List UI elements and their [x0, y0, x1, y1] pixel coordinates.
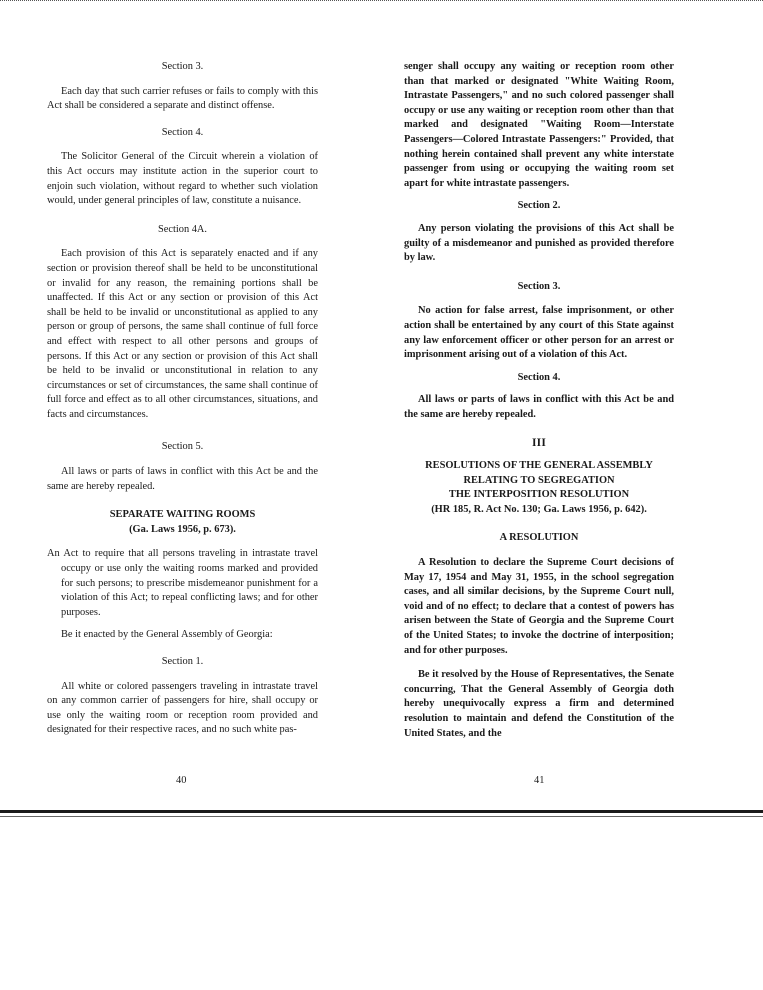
resolved-clause: Be it resolved by the House of Representatives, the Senate concurring, That the General Assembly of Georgia doth hereby unequivocally express a firm and determined resolution to maintain and defend the Constitution of the United States, and the: [404, 669, 674, 739]
section-4a-heading: Section 4A.: [157, 223, 208, 235]
section-3-text: Each day that such carrier refuses or fails to comply with this Act shall be considered a separate and distinct offense.: [47, 85, 318, 112]
left-column: [47, 60, 318, 738]
resolution-text: A Resolution to declare the Supreme Court decisions of May 17, 1954 and May 31, 1955, in the school segregation cases, and all similar decisions, by the Supreme Court null, void and of no effect; to declare that a contest of powers has arisen between the State of Georgia and the Supreme Court of the United States; to invoke the doctrine of interposition; and for other purposes.: [404, 557, 674, 656]
section-1-continuation: senger shall occupy any waiting or reception room other than that marked or designated "White Waiting Room, Intrastate Passengers," and no such colored passenger shall occupy or use any waiting or reception room other than that marked and designated "Waiting Room—Interstate Passengers—Colored Intrastate Passengers:" Provided, that nothing herein contained shall prevent any white interstate passenger from using or occupying the waiting room set apart for white intrastate passengers.: [404, 61, 674, 189]
resolutions-title-line-2: RELATING TO SEGREGATION: [463, 474, 615, 486]
section-3-heading: Section 3.: [161, 61, 204, 72]
section-3-text-right: No action for false arrest, false imprisonment, or other action shall be entertained by any court of this State against any law enforcement officer or other person for an arrest or imprisonment arising out of a violation of this Act.: [404, 305, 674, 361]
section-3-heading-right: Section 3.: [517, 280, 561, 292]
resolution-citation: (HR 185, R. Act No. 130; Ga. Laws 1956, p. 642).: [431, 503, 647, 515]
section-4-text: The Solicitor General of the Circuit wherein a violation of this Act occurs may institute action in the superior court to enjoin such violation, without regard to whether such violation would, under general principles of law, constitute a nuisance.: [47, 151, 318, 207]
resolutions-title-line-1: RESOLUTIONS OF THE GENERAL ASSEMBLY: [425, 460, 653, 472]
section-4-heading: Section 4.: [161, 126, 204, 138]
section-2-text: Any person violating the provisions of this Act shall be guilty of a misdemeanor and punished as provided therefore by law.: [404, 222, 674, 264]
right-column: [404, 60, 674, 741]
page-number-left: 40: [176, 775, 187, 786]
scan-top-rule: [0, 0, 763, 5]
section-2-heading: Section 2.: [517, 200, 561, 212]
act-section-1-text: All white or colored passengers traveling in intrastate travel on any common carrier of passengers for hire, shall occupy or use only the waiting room or reception room provided and designated for their respective races, and no such white pas-: [47, 680, 318, 736]
section-4-text-right: All laws or parts of laws in conflict with this Act be and the same are hereby repealed.: [404, 394, 674, 420]
section-4-heading-right: Section 4.: [517, 371, 561, 383]
scan-bottom-rule: [0, 810, 763, 813]
roman-numeral-heading: III: [531, 437, 547, 450]
section-5-text: All laws or parts of laws in conflict with this Act be and the same are hereby repealed.: [47, 466, 318, 492]
enacting-clause: Be it enacted by the General Assembly of Georgia:: [61, 629, 273, 641]
resolutions-title-line-3: THE INTERPOSITION RESOLUTION: [448, 489, 630, 501]
separate-waiting-rooms-citation: (Ga. Laws 1956, p. 673).: [129, 523, 236, 535]
a-resolution-heading: A RESOLUTION: [499, 532, 579, 544]
scan-bottom-rule-thin: [0, 816, 763, 817]
separate-waiting-rooms-title: SEPARATE WAITING ROOMS: [109, 509, 256, 521]
section-5-heading: Section 5.: [161, 441, 204, 453]
act-preamble: An Act to require that all persons traveling in intrastate travel occupy or use only the waiting rooms marked and provided for such persons; to prescribe misdemeanor punishment for a violation of this Act; to repeal conflicting laws; and for other purposes.: [47, 548, 318, 618]
page-number-right: 41: [534, 775, 545, 786]
section-4a-text: Each provision of this Act is separately enacted and if any section or provision thereof shall be held to be unconstitutional or invalid for any reason, the remaining portions shall be unaffected. If this Act or any section or provision of this Act shall be held to be invalid or unconstitutional as applied to any person or group of persons, the same shall continue of full force and effect with respect to all other persons and groups of persons. If this Act or any section or provision of this Act shall be held to be invalid or unconstitutional in relation to any circumstances or set of circumstances, the same shall continue of full force and effect as to all other circumstances, situations, and facts and circumstances.: [47, 248, 318, 420]
act-section-1-heading: Section 1.: [161, 656, 204, 667]
